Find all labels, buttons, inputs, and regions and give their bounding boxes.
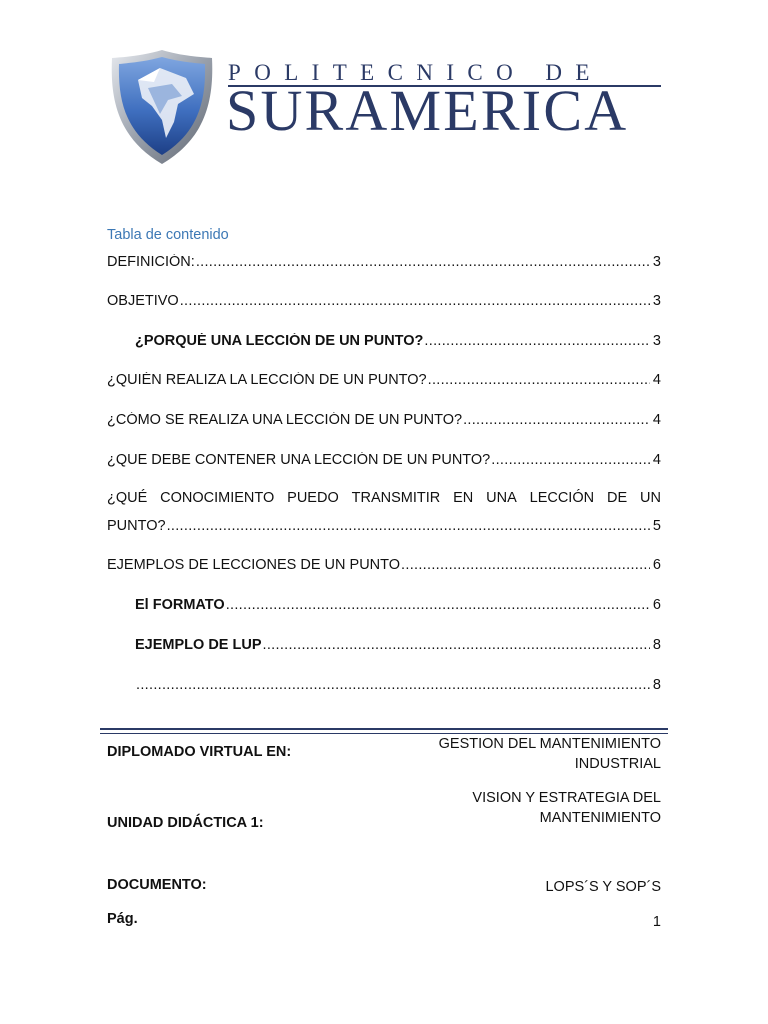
toc-page-number: 6 [652,597,661,613]
toc-entry[interactable] [107,372,661,392]
toc-entry-line-2[interactable] [107,518,661,538]
unidad-value [361,788,661,828]
toc-page-number: 5 [652,518,661,534]
toc-entry-title: El FORMATO [135,597,225,613]
toc-leader [196,254,650,270]
toc-subentry[interactable] [135,637,661,657]
toc-word: TRANSMITIR [351,490,441,506]
toc-word: UNA [486,490,517,506]
toc-page-number: 4 [652,412,661,428]
toc-entry-title: ¿QUIÉN REALIZA LA LECCIÓN DE UN PUNTO? [107,372,427,388]
toc-page-number: 8 [652,637,661,653]
toc-entry-title: ¿QUE DEBE CONTENER UNA LECCIÓN DE UN PUNTO? [107,452,491,468]
toc-entry-title: OBJETIVO [107,293,179,309]
diplomado-label: DIPLOMADO VIRTUAL EN: [107,744,292,760]
toc-page-number: 6 [652,557,661,573]
toc-word: DE [606,490,628,506]
unidad-value-line: VISION Y ESTRATEGIA DEL [472,790,661,806]
toc-page-number: 3 [652,333,661,349]
toc-word: CONOCIMIENTO [160,490,275,506]
diplomado-value-line: GESTION DEL MANTENIMIENTO [438,736,661,752]
page-value: 1 [652,914,661,930]
toc-leader [463,412,650,428]
logo-line-2: SURAMERICA [226,78,629,143]
institution-logo [108,48,668,168]
toc-word: ¿QUÉ [107,490,148,506]
toc-page-number: 4 [652,452,661,468]
toc-leader [491,452,650,468]
toc-subentry[interactable] [135,597,661,617]
toc-page-number: 3 [652,254,661,270]
toc-leader [180,293,650,309]
toc-entry-title: EJEMPLOS DE LECCIONES DE UN PUNTO [107,557,401,573]
toc-leader [263,637,650,653]
toc-entry[interactable] [107,557,661,577]
toc-subentry[interactable] [135,677,661,697]
toc-leader [167,518,650,534]
toc-page-number: 8 [652,677,661,693]
toc-entry-line-1[interactable] [107,490,661,510]
toc-entry-title: ¿PORQUÉ UNA LECCIÓN DE UN PUNTO? [135,333,424,349]
logo-line-1: POLITECNICO DE [228,60,603,85]
toc-heading: Tabla de contenido [107,227,229,243]
toc-word: EN [453,490,474,506]
toc-leader [424,333,650,349]
diplomado-value [361,734,661,774]
diplomado-value-line: INDUSTRIAL [574,756,661,772]
toc-entry-title: PUNTO? [107,518,166,534]
toc-entry[interactable] [107,254,661,274]
shield-emblem-icon [108,48,216,166]
toc-entry[interactable] [107,452,661,472]
toc-leader [401,557,650,573]
toc-entry-title: EJEMPLO DE LUP [135,637,262,653]
toc-entry[interactable] [107,293,661,313]
unidad-value-line: MANTENIMIENTO [539,810,661,826]
documento-value: LOPS´S Y SOP´S [545,879,661,895]
footer-divider [100,728,668,730]
toc-page-number: 4 [652,372,661,388]
toc-page-number: 3 [652,293,661,309]
toc-entry[interactable] [107,412,661,432]
toc-word: PUEDO [287,490,339,506]
toc-entry-title: ¿CÓMO SE REALIZA UNA LECCIÓN DE UN PUNTO? [107,412,463,428]
toc-leader [226,597,650,613]
toc-entry-title: DEFINICIÓN: [107,254,195,270]
toc-leader [428,372,650,388]
toc-leader [136,677,650,693]
toc-word: UN [640,490,661,506]
documento-label: DOCUMENTO: [107,877,207,893]
toc-subentry[interactable] [135,333,661,353]
toc-word: LECCIÓN [529,490,595,506]
page-label: Pág. [107,911,138,927]
unidad-label: UNIDAD DIDÁCTICA 1: [107,815,264,831]
